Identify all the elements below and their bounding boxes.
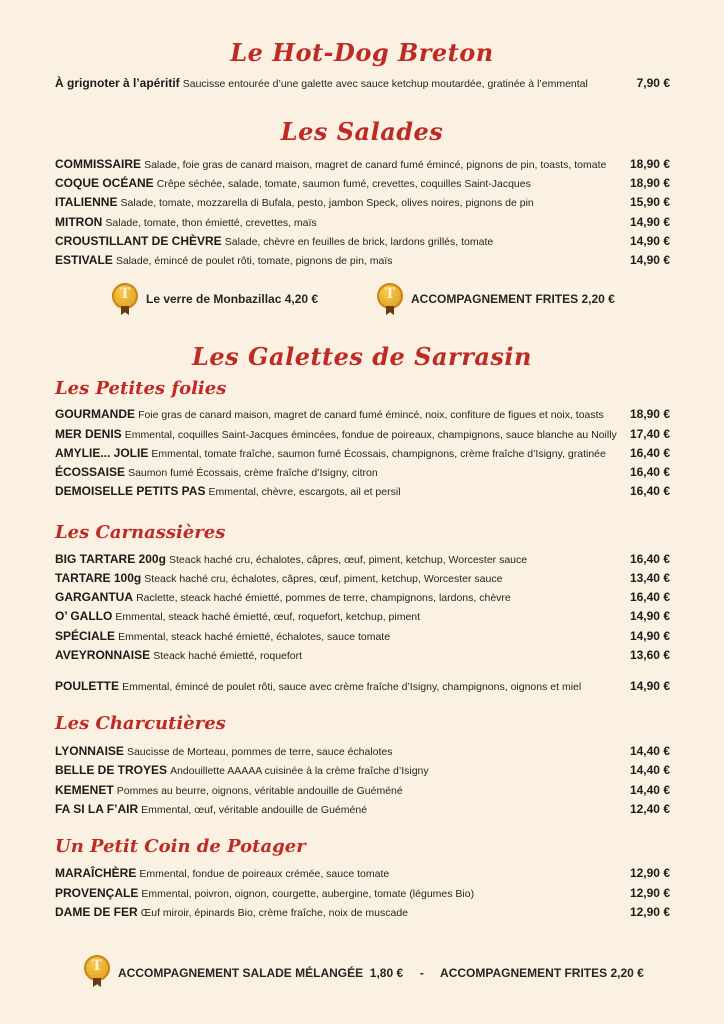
item-desc: Salade, foie gras de canard maison, magret de canard fumé émincé, pignons de pin, toasts, tomate [144, 159, 607, 171]
menu-item [55, 800, 670, 819]
item-desc: Salade, chèvre en feuilles de brick, lardons grillés, tomate [224, 236, 494, 248]
item-price: 14,90 € [629, 629, 670, 643]
footer-note: ACCOMPAGNEMENT SALADE MÉLANGÉE 1,80 € - ACCOMPAGNEMENT FRITES 2,20 € [118, 966, 644, 980]
item-price: 18,90 € [629, 176, 670, 190]
item-name: À grignoter à l’apéritif [55, 76, 180, 90]
menu-item [55, 864, 670, 883]
item-desc: Foie gras de canard maison, magret de canard fumé émincé, noix, confiture de figues et noix, toasts [138, 409, 604, 421]
note-frites: ACCOMPAGNEMENT FRITES 2,20 € [411, 292, 615, 306]
menu-item [55, 74, 670, 93]
item-price: 15,90 € [629, 195, 670, 209]
menu-item [55, 884, 670, 903]
item-desc: Œuf miroir, épinards Bio, crème fraîche, noix de muscade [140, 907, 409, 919]
subtitle-carnassieres: Les Carnassières [55, 522, 226, 543]
item-price: 14,40 € [629, 783, 670, 797]
item-price: 14,90 € [629, 253, 670, 267]
item-name: BIG TARTARE 200g [55, 552, 166, 566]
item-desc: Saucisse de Morteau, pommes de terre, sauce échalotes [126, 746, 393, 758]
menu-item [55, 251, 670, 270]
item-price: 12,90 € [629, 886, 670, 900]
item-desc: Raclette, steack haché émietté, pommes de terre, champignons, lardons, chèvre [136, 592, 511, 604]
item-name: FA SI LA F’AIR [55, 802, 139, 816]
subtitle-potager: Un Petit Coin de Potager [55, 836, 306, 857]
item-desc: Steack haché cru, échalotes, câpres, œuf, piment, ketchup, Worcester sauce [168, 554, 528, 566]
item-price: 18,90 € [629, 407, 670, 421]
item-price: 18,90 € [629, 157, 670, 171]
item-name: CROUSTILLANT DE CHÈVRE [55, 234, 222, 248]
item-desc: Salade, émincé de poulet rôti, tomate, pignons de pin, maïs [115, 255, 393, 267]
menu-item [55, 677, 670, 696]
item-name: PROVENÇALE [55, 886, 139, 900]
item-name: AMYLIE... JOLIE [55, 446, 149, 460]
item-price: 7,90 € [636, 76, 670, 90]
item-price: 14,90 € [629, 234, 670, 248]
medal-icon: T [377, 283, 403, 315]
item-price: 13,40 € [629, 571, 670, 585]
item-desc: Saumon fumé Écossais, crème fraîche d’Isigny, citron [128, 467, 378, 479]
item-desc: Emmental, émincé de poulet rôti, sauce avec crème fraîche d’Isigny, champignons, oignons et miel [122, 681, 582, 693]
item-price: 12,40 € [629, 802, 670, 816]
menu-item [55, 903, 670, 922]
item-name: DAME DE FER [55, 905, 138, 919]
menu-item [55, 425, 670, 444]
medal-icon: T [84, 955, 110, 987]
item-name: ESTIVALE [55, 253, 113, 267]
menu-item [55, 588, 670, 607]
item-price: 14,40 € [629, 763, 670, 777]
menu-item [55, 550, 670, 569]
item-name: KEMENET [55, 783, 114, 797]
item-price: 16,40 € [629, 465, 670, 479]
item-name: SPÉCIALE [55, 629, 116, 643]
section-title-galettes: Les Galettes de Sarrasin [192, 342, 532, 371]
item-price: 17,40 € [629, 427, 670, 441]
menu-item [55, 761, 670, 780]
item-price: 16,40 € [629, 484, 670, 498]
item-price: 13,60 € [629, 648, 670, 662]
item-name: GARGANTUA [55, 590, 133, 604]
item-desc: Emmental, steack haché émietté, œuf, roquefort, ketchup, piment [115, 611, 421, 623]
menu-item [55, 155, 670, 174]
item-name: MARAÎCHÈRE [55, 866, 137, 880]
item-name: MER DENIS [55, 427, 122, 441]
item-name: DEMOISELLE PETITS PAS [55, 484, 206, 498]
section-title-hotdog: Le Hot-Dog Breton [230, 38, 494, 67]
item-price: 14,90 € [629, 609, 670, 623]
menu-item [55, 213, 670, 232]
menu-item [55, 646, 670, 665]
menu-item [55, 232, 670, 251]
item-name: AVEYRONNAISE [55, 648, 151, 662]
item-desc: Andouillette AAAAA cuisinée à la crème fraîche d’Isigny [170, 765, 429, 777]
item-price: 16,40 € [629, 552, 670, 566]
item-name: TARTARE 100g [55, 571, 142, 585]
subtitle-charcutieres: Les Charcutières [55, 713, 226, 734]
item-name: LYONNAISE [55, 744, 124, 758]
item-name: MITRON [55, 215, 103, 229]
item-name: COQUE OCÉANE [55, 176, 154, 190]
item-name: ÉCOSSAISE [55, 465, 126, 479]
item-price: 14,40 € [629, 744, 670, 758]
section-title-salades: Les Salades [280, 117, 444, 146]
item-name: POULETTE [55, 679, 120, 693]
medal-icon: T [112, 283, 138, 315]
menu-item [55, 742, 670, 761]
item-price: 12,90 € [629, 905, 670, 919]
menu-item [55, 174, 670, 193]
item-desc: Emmental, œuf, véritable andouille de Guéméné [141, 804, 368, 816]
menu-item [55, 482, 670, 501]
menu-item [55, 607, 670, 626]
item-name: GOURMANDE [55, 407, 135, 421]
item-desc: Saucisse entourée d’une galette avec sauce ketchup moutardée, gratinée à l’emmental [182, 78, 588, 90]
item-price: 14,90 € [629, 679, 670, 693]
subtitle-petites-folies: Les Petites folies [55, 378, 227, 399]
item-desc: Steack haché cru, échalotes, câpres, œuf, piment, ketchup, Worcester sauce [144, 573, 503, 585]
item-desc: Emmental, tomate fraîche, saumon fumé Écossais, champignons, crème fraîche d’Isigny, gratinée [151, 448, 606, 460]
item-desc: Steack haché émietté, roquefort [153, 650, 303, 662]
menu-item [55, 569, 670, 588]
item-desc: Emmental, chèvre, escargots, ail et persil [208, 486, 401, 498]
item-desc: Emmental, poivron, oignon, courgette, aubergine, tomate (légumes Bio) [141, 888, 475, 900]
item-desc: Crêpe séchée, salade, tomate, saumon fumé, crevettes, coquilles Saint-Jacques [156, 178, 531, 190]
item-price: 16,40 € [629, 446, 670, 460]
item-desc: Emmental, fondue de poireaux crémée, sauce tomate [139, 868, 390, 880]
menu-item [55, 781, 670, 800]
item-price: 16,40 € [629, 590, 670, 604]
item-name: O’ GALLO [55, 609, 113, 623]
menu-item [55, 627, 670, 646]
menu-item [55, 444, 670, 463]
menu-item [55, 405, 670, 424]
item-desc: Emmental, steack haché émietté, échalotes, sauce tomate [118, 631, 391, 643]
item-desc: Pommes au beurre, oignons, véritable andouille de Guéméné [116, 785, 403, 797]
item-name: BELLE DE TROYES [55, 763, 168, 777]
item-desc: Emmental, coquilles Saint-Jacques émincées, fondue de poireaux, champignons, sauce blanche au Noilly [124, 429, 617, 441]
item-price: 12,90 € [629, 866, 670, 880]
menu-item [55, 463, 670, 482]
item-price: 14,90 € [629, 215, 670, 229]
note-monbazillac: Le verre de Monbazillac 4,20 € [146, 292, 319, 306]
item-desc: Salade, tomate, mozzarella di Bufala, pesto, jambon Speck, olives noires, pignons de pin [120, 197, 534, 209]
item-desc: Salade, tomate, thon émietté, crevettes, maïs [105, 217, 317, 229]
menu-item [55, 193, 670, 212]
item-name: COMMISSAIRE [55, 157, 142, 171]
item-name: ITALIENNE [55, 195, 118, 209]
